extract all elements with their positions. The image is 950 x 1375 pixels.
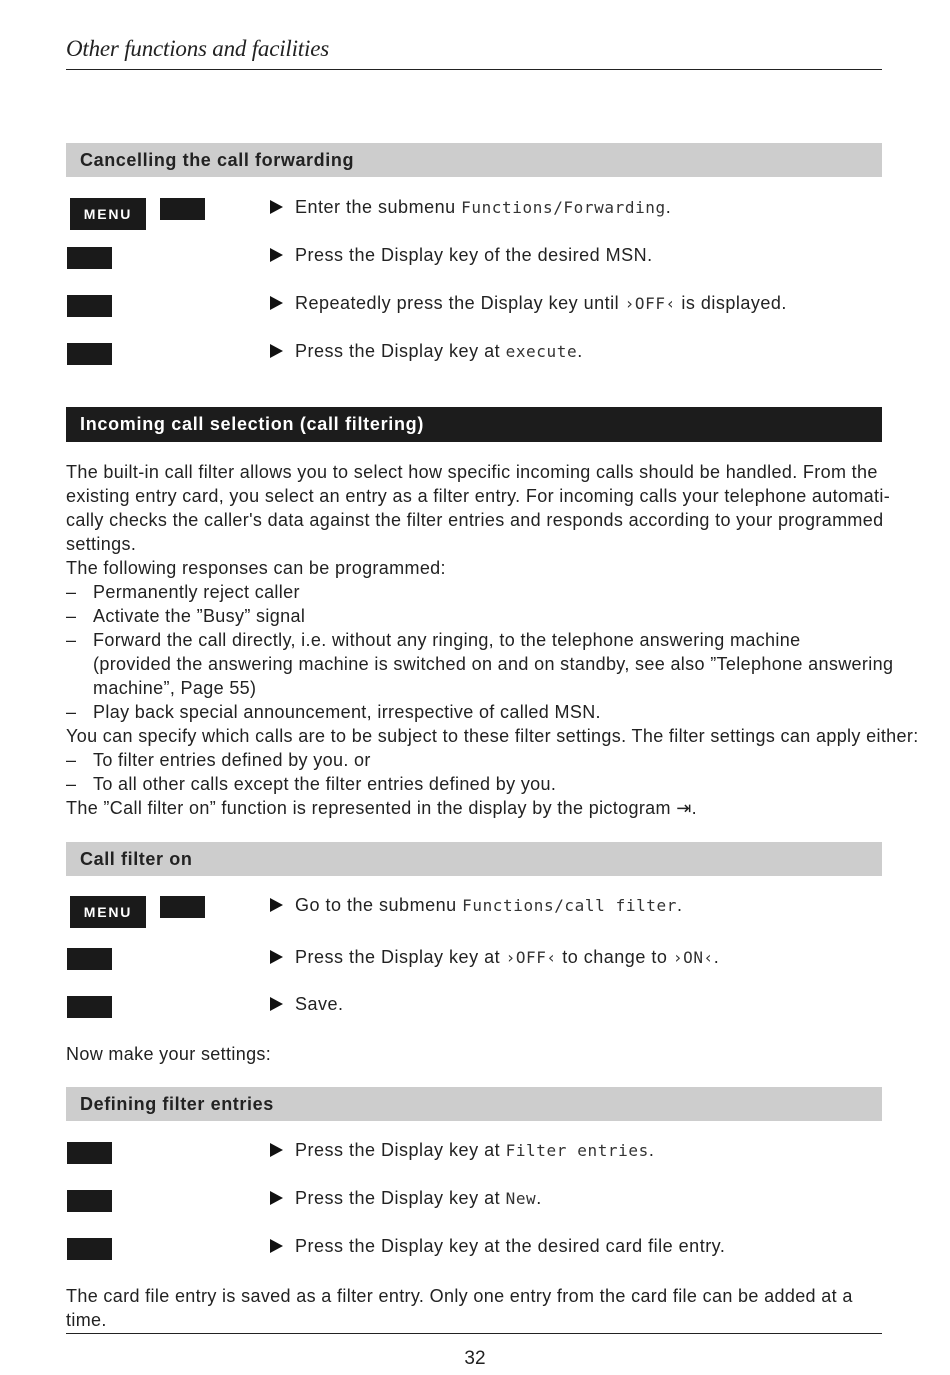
paragraph-line: The ”Call filter on” function is represented in the display by the pictogram ⇥. — [66, 798, 698, 818]
display-text: Functions/Forwarding — [461, 198, 666, 217]
arrow-right-icon — [270, 296, 283, 310]
now-make-settings: Now make your settings: — [66, 1044, 272, 1064]
step-filter-entries: Press the Display key at Filter entries. — [270, 1140, 654, 1161]
display-key-icon — [67, 295, 112, 317]
step-repeatedly-press: Repeatedly press the Display key until ›OFF‹ is displayed. — [270, 293, 787, 314]
section-title-defining-filter-entries: Defining filter entries — [66, 1087, 882, 1121]
display-text: ›OFF‹ — [624, 294, 676, 313]
arrow-right-icon — [270, 1239, 283, 1253]
arrow-right-icon — [270, 950, 283, 964]
display-text: ›ON‹ — [672, 948, 714, 967]
step-press-msn: Press the Display key of the desired MSN. — [270, 245, 653, 266]
display-key-icon — [67, 1190, 112, 1212]
display-key-icon — [67, 948, 112, 970]
list-item-continuation: machine”, Page 55) — [93, 678, 257, 698]
paragraph-line: The built-in call filter allows you to select how specific incoming calls should be handled. From the — [66, 462, 878, 482]
running-header: Other functions and facilities — [66, 36, 329, 61]
step-card-file-entry: Press the Display key at the desired card file entry. — [270, 1236, 725, 1257]
display-text: Filter entries — [505, 1141, 649, 1160]
step-enter-submenu: Enter the submenu Functions/Forwarding. — [270, 197, 671, 218]
display-key-icon — [67, 247, 112, 269]
paragraph-line: cally checks the caller's data against the filter entries and responds according to your programmed — [66, 510, 884, 530]
card-file-note: The card file entry is saved as a filter entry. Only one entry from the card file can be added at a time. — [66, 1286, 853, 1330]
list-item-continuation: (provided the answering machine is switched on and on standby, see also ”Telephone answering — [93, 654, 894, 674]
step-new: Press the Display key at New. — [270, 1188, 542, 1209]
arrow-right-icon — [270, 898, 283, 912]
step-go-to-submenu: Go to the submenu Functions/call filter. — [270, 895, 683, 916]
display-text: execute — [505, 342, 578, 361]
display-text: Functions/call filter — [462, 896, 677, 915]
display-key-icon — [160, 198, 205, 220]
section-title-call-filtering: Incoming call selection (call filtering) — [66, 407, 882, 442]
section-title-call-filter-on: Call filter on — [66, 842, 882, 876]
arrow-right-icon — [270, 248, 283, 262]
paragraph-line: You can specify which calls are to be subject to these filter settings. The filter settings can apply either: — [66, 726, 919, 746]
section-title-cancel-forwarding: Cancelling the call forwarding — [66, 143, 882, 177]
paragraph-line: The following responses can be programmed: — [66, 558, 446, 578]
paragraph-line: existing entry card, you select an entry as a filter entry. For incoming calls your telephone automati- — [66, 486, 891, 506]
header-rule — [66, 69, 882, 70]
display-key-icon — [160, 896, 205, 918]
display-key-icon — [67, 996, 112, 1018]
step-change-off-on: Press the Display key at ›OFF‹ to change to ›ON‹. — [270, 947, 719, 968]
list-item: – To all other calls except the filter entries defined by you. — [66, 772, 882, 796]
display-key-icon — [67, 1238, 112, 1260]
footer-rule — [66, 1333, 882, 1334]
arrow-right-icon — [270, 1143, 283, 1157]
menu-key-icon: MENU — [70, 198, 146, 230]
list-item: – Play back special announcement, irrespective of called MSN. — [66, 700, 882, 724]
display-key-icon — [67, 343, 112, 365]
display-key-icon — [67, 1142, 112, 1164]
list-item: – Activate the ”Busy” signal — [66, 604, 882, 628]
arrow-right-icon — [270, 344, 283, 358]
call-filtering-body — [66, 460, 919, 820]
list-item: – To filter entries defined by you. or — [66, 748, 882, 772]
arrow-right-icon — [270, 997, 283, 1011]
menu-key-icon: MENU — [70, 896, 146, 928]
page-number: 32 — [464, 1348, 486, 1369]
step-press-execute: Press the Display key at execute. — [270, 341, 583, 362]
list-item: – Forward the call directly, i.e. without any ringing, to the telephone answering machine — [66, 628, 882, 652]
arrow-right-icon — [270, 200, 283, 214]
list-item: – Permanently reject caller — [66, 580, 882, 604]
paragraph-line: settings. — [66, 534, 137, 554]
step-save: Save. — [270, 994, 344, 1015]
display-text: New — [505, 1189, 537, 1208]
display-text: ›OFF‹ — [505, 948, 557, 967]
arrow-right-icon — [270, 1191, 283, 1205]
